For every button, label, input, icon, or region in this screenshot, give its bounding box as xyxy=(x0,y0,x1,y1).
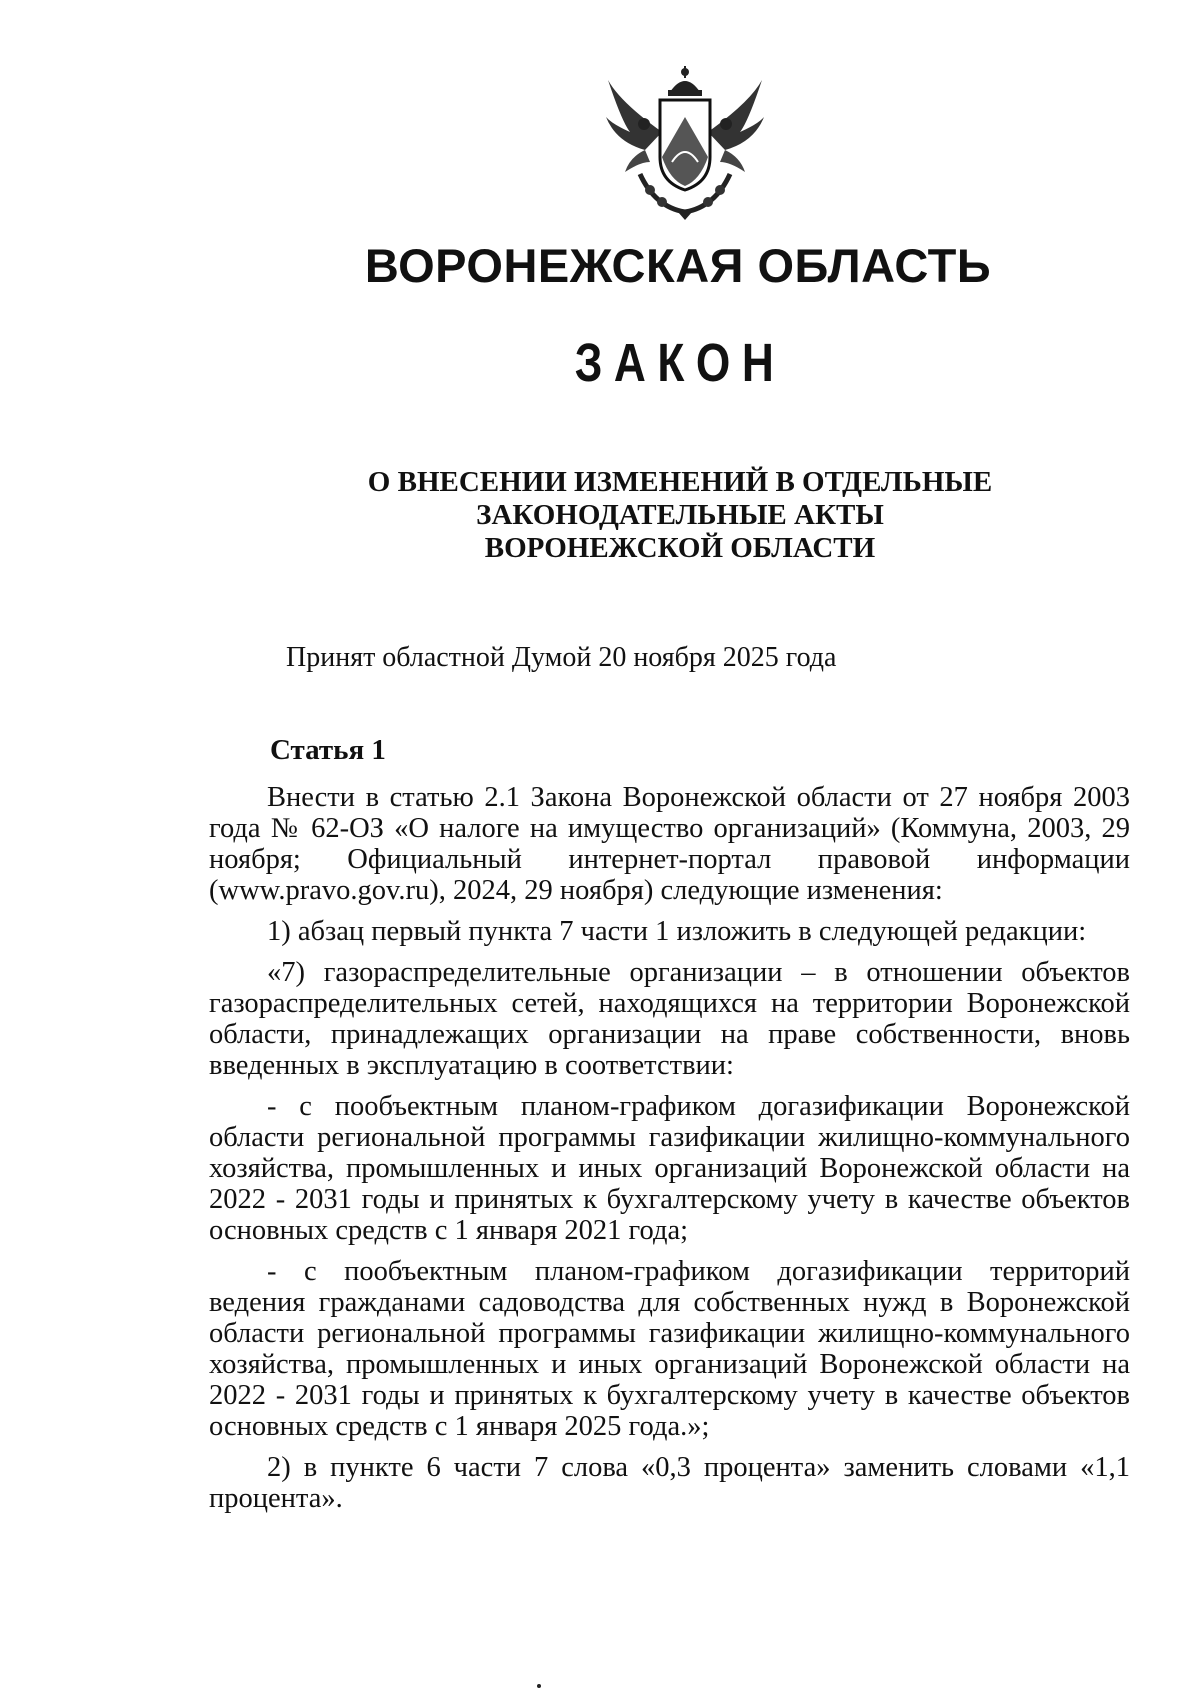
page-mark xyxy=(537,1684,541,1688)
law-title xyxy=(330,466,1030,565)
law-title-line: О ВНЕСЕНИИ ИЗМЕНЕНИЙ В ОТДЕЛЬНЫЕ xyxy=(367,466,993,498)
article-paragraph: - с пообъектным планом-графиком догазификации Воронежской области региональной программы газификации жилищно-коммунального хозяйства, промышленных и иных организаций Воронежской области на 2022 - 2031 годы и принятых к бухгалтерскому учету в качестве объектов основных средств с 1 января 2021 года; xyxy=(209,1091,1130,1246)
law-title-line: ЗАКОНОДАТЕЛЬНЫЕ АКТЫ xyxy=(476,499,884,531)
article-paragraph: 2) в пункте 6 части 7 слова «0,3 процента» заменить словами «1,1 процента». xyxy=(209,1452,1130,1514)
article-paragraph: 1) абзац первый пункта 7 части 1 изложить в следующей редакции: xyxy=(267,916,1087,947)
coat-of-arms-icon xyxy=(600,62,770,222)
article-heading: Статья 1 xyxy=(270,734,386,766)
article-paragraph: Внести в статью 2.1 Закона Воронежской области от 27 ноября 2003 года № 62-ОЗ «О налоге на имущество организаций» (Коммуна, 2003, 29 ноября; Официальный интернет-портал правовой информации (www.pravo.gov.ru), 2024, 29 ноября) следующие изменения: xyxy=(209,782,1130,906)
adoption-date: Принят областной Думой 20 ноября 2025 года xyxy=(286,642,837,673)
article-paragraph: «7) газораспределительные организации – в отношении объектов газораспределительных сетей, находящихся на территории Воронежской области, принадлежащих организации на праве собственности, вновь введенных в эксплуатацию в соответствии: xyxy=(209,957,1130,1081)
article-body xyxy=(209,782,1130,1524)
article-paragraph: - с пообъектным планом-графиком догазификации территорий ведения гражданами садоводства для собственных нужд в Воронежской области региональной программы газификации жилищно-коммунального хозяйства, промышленных и иных организаций Воронежской области на 2022 - 2031 годы и принятых к бухгалтерскому учету в качестве объектов основных средств с 1 января 2025 года.»; xyxy=(209,1256,1130,1442)
document-type: ЗАКОН xyxy=(574,333,786,393)
region-name: ВОРОНЕЖСКАЯ ОБЛАСТЬ xyxy=(364,239,992,292)
law-title-line: ВОРОНЕЖСКОЙ ОБЛАСТИ xyxy=(484,532,876,564)
